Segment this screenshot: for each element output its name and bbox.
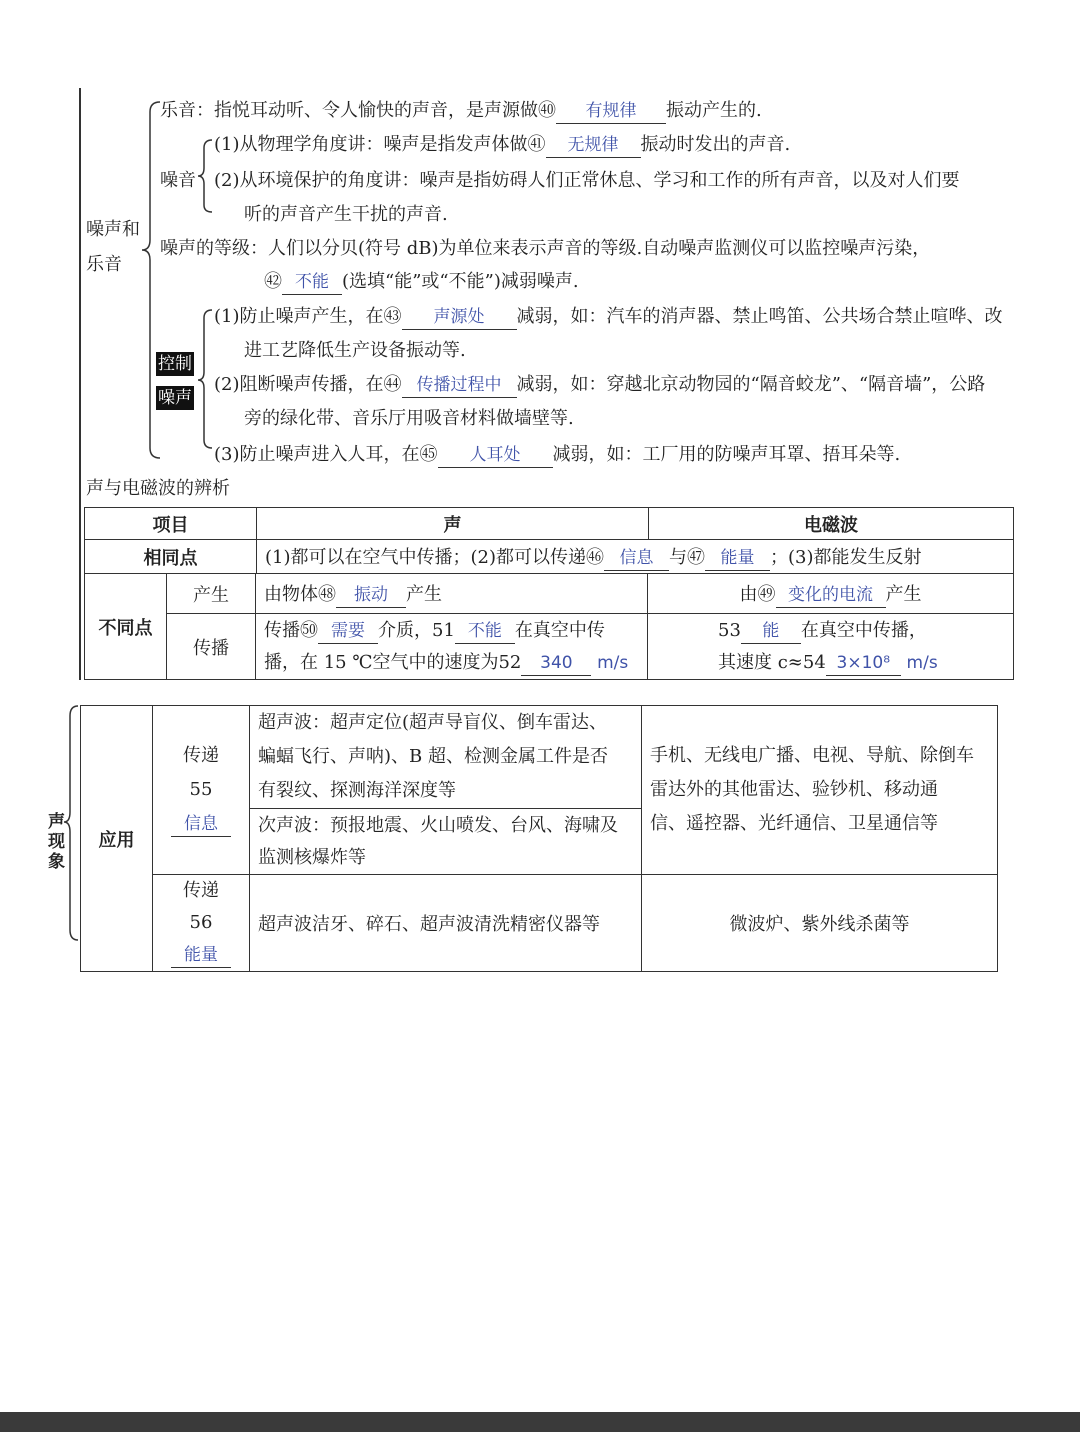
same-mid: 与㊼ [669,546,705,568]
ctrl-2-pre: (2)阻断噪声传播，在㊹ [214,374,402,395]
answer-55[interactable]: 信息 [171,814,231,837]
header-item: 项目 [85,508,257,540]
answer-47[interactable]: 能量 [705,548,770,571]
num-42: ㊷ [264,271,282,292]
answer-42[interactable]: 不能 [282,272,342,295]
prop-sound-unit: m/s [597,652,629,673]
answer-52[interactable]: 340 [521,653,591,676]
compare-table [84,507,1014,574]
table-row-same [85,540,1014,574]
em-info-l2: 雷达外的其他雷达、验钞机、移动通 [650,779,938,800]
energy-cell [153,875,250,972]
ctrl-1-tail: 减弱，如：汽车的消声器、禁止鸣笛、公共场合禁止喧哗、改 [516,306,1003,327]
sound-phenomenon-label: 声现象 [48,812,65,872]
sound-energy: 超声波洁牙、碎石、超声波清洗精密仪器等 [250,875,642,972]
noise-music-label-1: 噪声和 [86,219,140,240]
control-2-line1 [214,370,985,398]
prop-sound-pre: 传播㊿ [264,619,318,641]
noise-1-tail: 振动时发出的声音. [640,134,791,155]
music-tail: 振动产生的. [666,100,762,121]
ultra-l3: 有裂纹、探测海洋深度等 [258,780,456,801]
compare-title: 声与电磁波的辨析 [86,478,230,499]
noise-label: 噪音 [160,170,196,191]
infra-info [250,809,642,875]
prop-em-tail: 在真空中传播， [800,619,927,641]
app-row-info-ultra [81,706,998,809]
energy-label: 传递 [183,880,219,901]
answer-51[interactable]: 不能 [455,621,515,644]
ultra-l2: 蝙蝠飞行、声呐)、B 超、检测金属工件是否 [258,746,608,767]
noise-env-line1: (2)从环境保护的角度讲：噪声是指妨碍人们正常休息、学习和工作的所有声音，以及对人们要 [214,170,960,191]
prop-em [648,614,1014,680]
application-table [80,705,998,972]
control-1-line2: 进工艺降低生产设备振动等. [244,340,466,361]
prop-em-line2: 其速度 c≈54 [718,651,826,673]
level-tail: (选填“能”或“不能”)减弱噪声. [342,271,579,292]
music-definition [160,96,762,124]
answer-49[interactable]: 变化的电流 [776,585,886,608]
answer-50[interactable]: 需要 [318,621,378,644]
noise-music-label-2: 乐音 [86,254,122,275]
info-label: 传递 [183,745,219,766]
num-55: 55 [189,779,213,800]
header-sound: 声 [257,508,649,540]
noise-1-text: (1)从物理学角度讲：噪声是指发声体做㊶ [214,134,546,155]
ctrl-3-tail: 减弱，如：工厂用的防噪声耳罩、捂耳朵等. [552,444,901,465]
compare-table-diff [84,573,1014,680]
ctrl-2-tail: 减弱，如：穿越北京动物园的“隔音蛟龙”、“隔音墙”，公路 [516,374,986,395]
control-noise-label-1: 控制 [158,354,192,374]
produce-sound [256,574,648,614]
app-row-energy [81,875,998,972]
produce-label: 产生 [167,574,256,614]
table-row-produce [85,574,1014,614]
control-noise-label-2: 噪声 [158,388,192,408]
same-pre: (1)都可以在空气中传播；(2)都可以传递㊻ [265,546,604,568]
prop-sound [256,614,648,680]
answer-48[interactable]: 振动 [336,585,406,608]
produce-sound-tail: 产生 [406,583,442,605]
info-cell [153,706,250,875]
app-label: 应用 [81,706,153,972]
prop-sound-mid: 介质，51 [378,619,455,641]
prop-em-unit: m/s [906,652,938,673]
num-56: 56 [189,912,213,933]
control-1-line1 [214,302,1003,330]
answer-45[interactable]: 人耳处 [438,445,553,468]
infra-l1: 次声波：预报地震、火山喷发、台风、海啸及 [258,814,618,836]
infra-l2: 监测核爆炸等 [258,846,366,868]
answer-40[interactable]: 有规律 [556,101,666,124]
diff-label: 不同点 [85,574,167,680]
produce-em [648,574,1014,614]
answer-44[interactable]: 传播过程中 [402,375,517,398]
music-text: 乐音：指悦耳动听、令人愉快的声音，是声源做㊵ [160,100,556,121]
ultra-info [250,706,642,809]
noise-env-line2: 听的声音产生干扰的声音. [244,204,448,225]
answer-43[interactable]: 声源处 [402,307,517,330]
em-info [642,706,998,875]
prop-sound-line2: 播，在 15 ℃空气中的速度为52 [264,651,522,673]
noise-level-line1: 噪声的等级：人们以分贝(符号 dB)为单位来表示声音的等级.自动噪声监测仪可以监控噪声污染， [160,238,931,259]
same-label: 相同点 [85,540,257,574]
ultra-l1: 超声波：超声定位(超声导盲仪、倒车雷达、 [258,712,608,733]
ctrl-3-pre: (3)防止噪声进入人耳，在㊺ [214,444,438,465]
noise-physics-definition [214,130,790,158]
control-3-line [214,440,900,468]
same-tail: ；(3)都能发生反射 [770,546,922,568]
num-53: 53 [718,619,741,641]
noise-level-line2 [264,267,579,295]
table-header-row [85,508,1014,540]
answer-53[interactable]: 能 [741,621,801,644]
produce-em-pre: 由㊾ [739,583,776,605]
produce-em-tail: 产生 [885,583,922,605]
bottom-band [0,1412,1080,1432]
em-info-l3: 信、遥控器、光纤通信、卫星通信等 [650,813,938,834]
em-energy: 微波炉、紫外线杀菌等 [642,875,998,972]
em-info-l1: 手机、无线电广播、电视、导航、除倒车 [650,745,974,766]
table-row-propagate [85,614,1014,680]
answer-56[interactable]: 能量 [171,945,231,968]
prop-label: 传播 [167,614,256,680]
answer-54[interactable]: 3×10⁸ [826,653,901,676]
ctrl-1-pre: (1)防止噪声产生，在㊸ [214,306,402,327]
answer-41[interactable]: 无规律 [546,135,641,158]
prop-sound-tail: 在真空中传 [514,619,605,641]
answer-46[interactable]: 信息 [604,548,669,571]
produce-sound-pre: 由物体㊽ [264,583,336,605]
control-2-line2: 旁的绿化带、音乐厅用吸音材料做墙壁等. [244,408,574,429]
same-content [257,540,1014,574]
header-em: 电磁波 [649,508,1014,540]
